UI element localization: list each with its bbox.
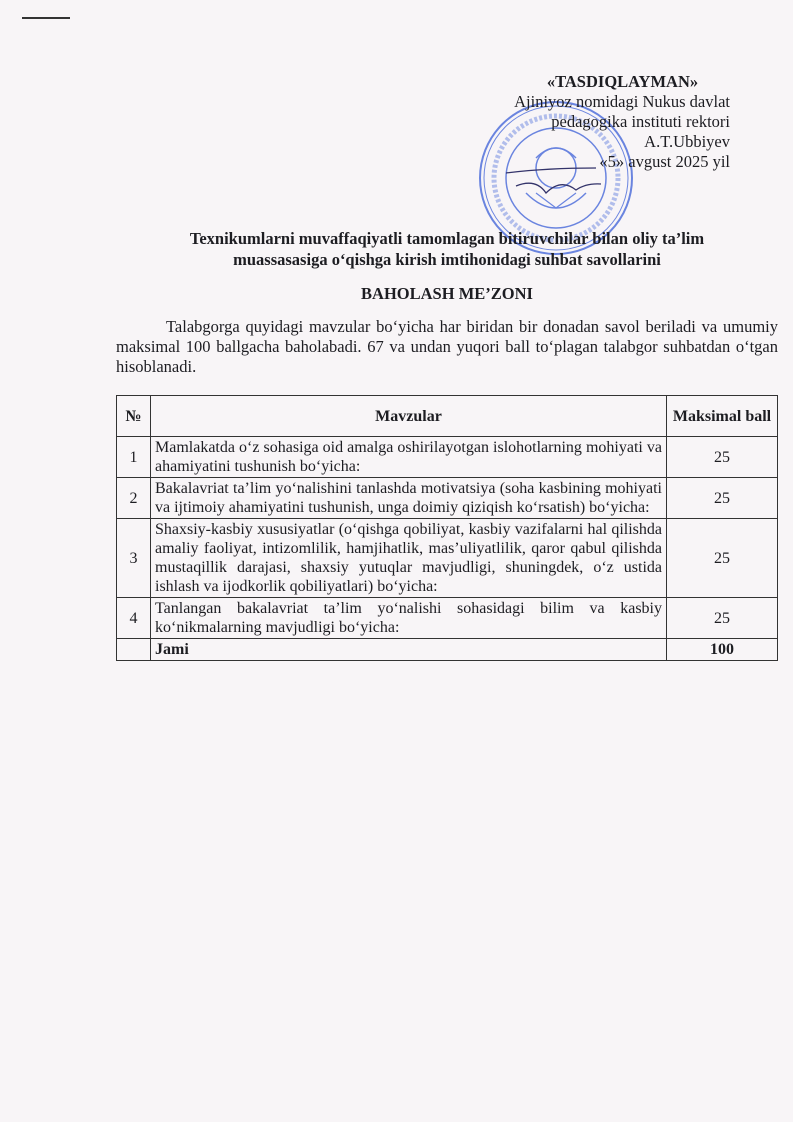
scan-mark (22, 17, 70, 19)
approval-title: «TASDIQLAYMAN» (546, 72, 699, 91)
title-line: Texnikumlarni muvaffaqiyatli tamomlagan bitiruvchilar bilan oliy ta’lim (189, 229, 705, 248)
row-topic: Shaxsiy-kasbiy xususiyatlar (o‘qishga qobiliyat, kasbiy vazifalarni hal qilishda amaliy faoliyat, intizomlilik, hamjihatlik, mas’uliyatlilik, qaror qabul qilishda mustaqillik darajasi, shaxsiy yutuqlar mavjudligi, shuningdek, o‘z ustida ishlash va ijodkorlik qobiliyatlari) bo‘yicha: (151, 519, 667, 598)
row-number (117, 639, 151, 661)
total-label: Jami (151, 639, 667, 661)
document-body (116, 228, 778, 661)
row-topic: Tanlangan bakalavriat ta’lim yo‘nalishi sohasidagi bilim va kasbiy ko‘nikmalarning mavjudligi bo‘yicha: (151, 598, 667, 639)
col-topics: Mavzular (151, 396, 667, 437)
row-number: 3 (117, 519, 151, 598)
intro-paragraph (116, 317, 778, 377)
table-row (117, 519, 778, 598)
table-row (117, 598, 778, 639)
row-number: 4 (117, 598, 151, 639)
row-number: 2 (117, 478, 151, 519)
row-max: 25 (667, 437, 778, 478)
row-number: 1 (117, 437, 151, 478)
row-max: 25 (667, 478, 778, 519)
document-subtitle: BAHOLASH ME’ZONI (361, 284, 533, 303)
total-row (117, 639, 778, 661)
rector-name: A.T.Ubbiyev (644, 132, 730, 151)
table-header (117, 396, 778, 437)
col-max-score: Maksimal ball (667, 396, 778, 437)
table-row (117, 478, 778, 519)
title-line: muassasasiga o‘qishga kirish imtihonidagi suhbat savollarini (233, 250, 661, 269)
approval-date: «5» avgust 2025 yil (599, 152, 730, 171)
col-number: № (117, 396, 151, 437)
table-row (117, 437, 778, 478)
row-max: 25 (667, 598, 778, 639)
row-topic: Bakalavriat ta’lim yo‘nalishini tanlashda motivatsiya (soha kasbining mohiyati va ijtimoiy ahamiyatini tushunish, unga doimiy qiziqish ko‘rsatish) bo‘yicha: (151, 478, 667, 519)
approval-line: Ajiniyoz nomidagi Nukus davlat (514, 92, 730, 111)
row-topic: Mamlakatda o‘z sohasiga oid amalga oshirilayotgan islohotlarning mohiyati va ahamiyatini tushunish bo‘yicha: (151, 437, 667, 478)
paragraph-text: Talabgorga quyidagi mavzular bo‘yicha har biridan bir donadan savol beriladi va umumiy maksimal 100 ballgacha baholabadi. 67 va undan yuqori ball to‘plagan talabgor suhbatdan o‘tgan hisoblanadi. (116, 317, 778, 376)
total-value: 100 (667, 639, 778, 661)
criteria-table (116, 395, 778, 661)
document-title (76, 228, 793, 270)
approval-line: pedagogika instituti rektori (551, 112, 730, 131)
approval-block (460, 72, 730, 172)
row-max: 25 (667, 519, 778, 598)
